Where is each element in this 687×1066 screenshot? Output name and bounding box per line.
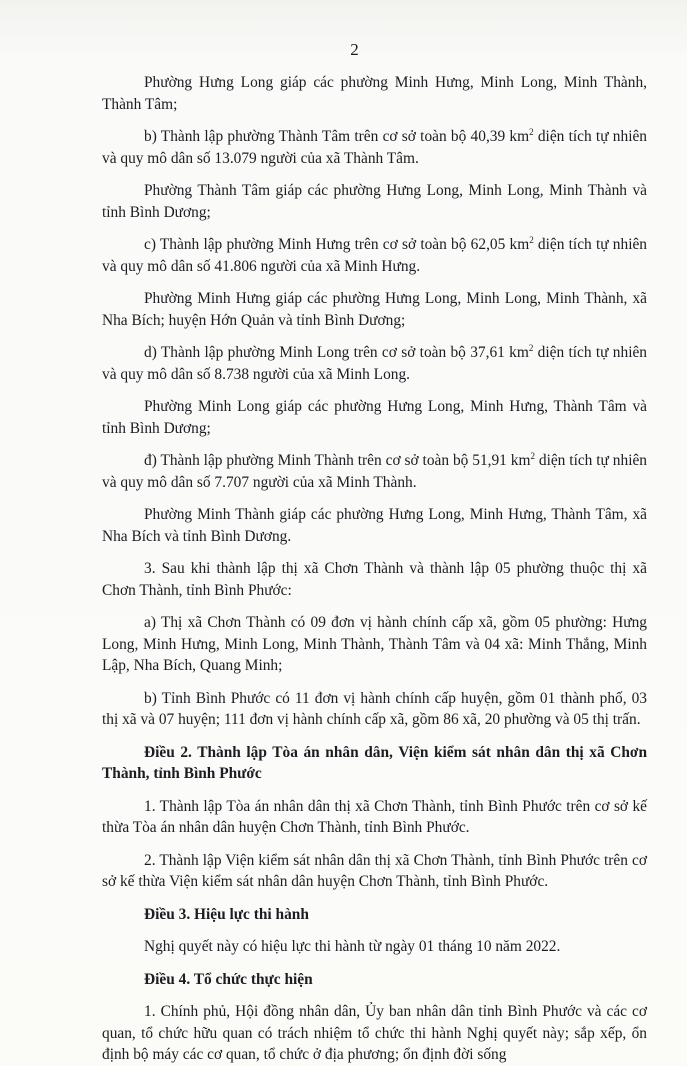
paragraph: b) Tỉnh Bình Phước có 11 đơn vị hành chính cấp huyện, gồm 01 thành phố, 03 thị xã và 07 huyện; 111 đơn vị hành chính cấp xã, gồm 86 xã, 20 phường và 05 thị trấn. [102,689,647,728]
article-heading: Điều 4. Tổ chức thực hiện [144,970,313,988]
paragraph: 1. Chính phủ, Hội đồng nhân dân, Ủy ban nhân dân tỉnh Bình Phước và các cơ quan, tổ chức hữu quan có trách nhiệm tổ chức thi hành Nghị quyết này; sắp xếp, ổn định bộ máy các cơ quan, tổ chức ở địa phương; ổn định đời sống [102,1003,647,1063]
paragraph: Phường Hưng Long giáp các phường Minh Hưng, Minh Long, Minh Thành, Thành Tâm; [102,74,647,113]
paragraph: 3. Sau khi thành lập thị xã Chơn Thành và thành lập 05 phường thuộc thị xã Chơn Thành, tỉnh Bình Phước: [102,560,647,599]
paragraph: Phường Minh Thành giáp các phường Hưng Long, Minh Hưng, Thành Tâm, xã Nha Bích và tỉnh Bình Dương. [102,506,647,545]
paragraph: a) Thị xã Chơn Thành có 09 đơn vị hành chính cấp xã, gồm 05 phường: Hưng Long, Minh Hưng, Minh Long, Minh Thành, Thành Tâm và 04 xã: Minh Thắng, Minh Lập, Nha Bích, Quang Minh; [102,614,647,674]
paragraph: d) Thành lập phường Minh Long trên cơ sở toàn bộ 37,61 $km^2$ diện tích tự nhiên và quy mô dân số 8.738 người của xã Minh Long. [102,342,647,383]
article-heading: Điều 2. Thành lập Tòa án nhân dân, Viện kiểm sát nhân dân thị xã Chơn Thành, tỉnh Bình Phước [102,743,647,782]
paragraph: 2. Thành lập Viện kiểm sát nhân dân thị xã Chơn Thành, tỉnh Bình Phước trên cơ sở kế thừa Viện kiểm sát nhân dân huyện Chơn Thành, tỉnh Bình Phước. [102,851,647,890]
paragraph: Phường Minh Long giáp các phường Hưng Long, Minh Hưng, Thành Tâm và tỉnh Bình Dương; [102,398,647,437]
paragraph: Nghị quyết này có hiệu lực thi hành từ ngày 01 tháng 10 năm 2022. [144,938,561,955]
paragraph: b) Thành lập phường Thành Tâm trên cơ sở toàn bộ 40,39 $km^2$ diện tích tự nhiên và quy mô dân số 13.079 người của xã Thành Tâm. [102,126,647,167]
paragraph: Phường Minh Hưng giáp các phường Hưng Long, Minh Long, Minh Thành, xã Nha Bích; huyện Hớn Quản và tỉnh Bình Dương; [102,290,647,329]
article-heading: Điều 3. Hiệu lực thi hành [144,905,309,923]
paragraph: đ) Thành lập phường Minh Thành trên cơ sở toàn bộ 51,91 $km^2$ diện tích tự nhiên và quy mô dân số 7.707 người của xã Minh Thành. [102,450,648,491]
paragraph: 1. Thành lập Tòa án nhân dân thị xã Chơn Thành, tỉnh Bình Phước trên cơ sở kế thừa Tòa án nhân dân huyện Chơn Thành, tỉnh Bình Phước. [102,797,647,836]
paragraph: c) Thành lập phường Minh Hưng trên cơ sở toàn bộ 62,05 $km^2$ diện tích tự nhiên và quy mô dân số 41.806 người của xã Minh Hưng. [102,234,648,275]
page-number: 2 [350,40,359,59]
paragraph: Phường Thành Tâm giáp các phường Hưng Long, Minh Long, Minh Thành và tỉnh Bình Dương; [102,182,647,221]
